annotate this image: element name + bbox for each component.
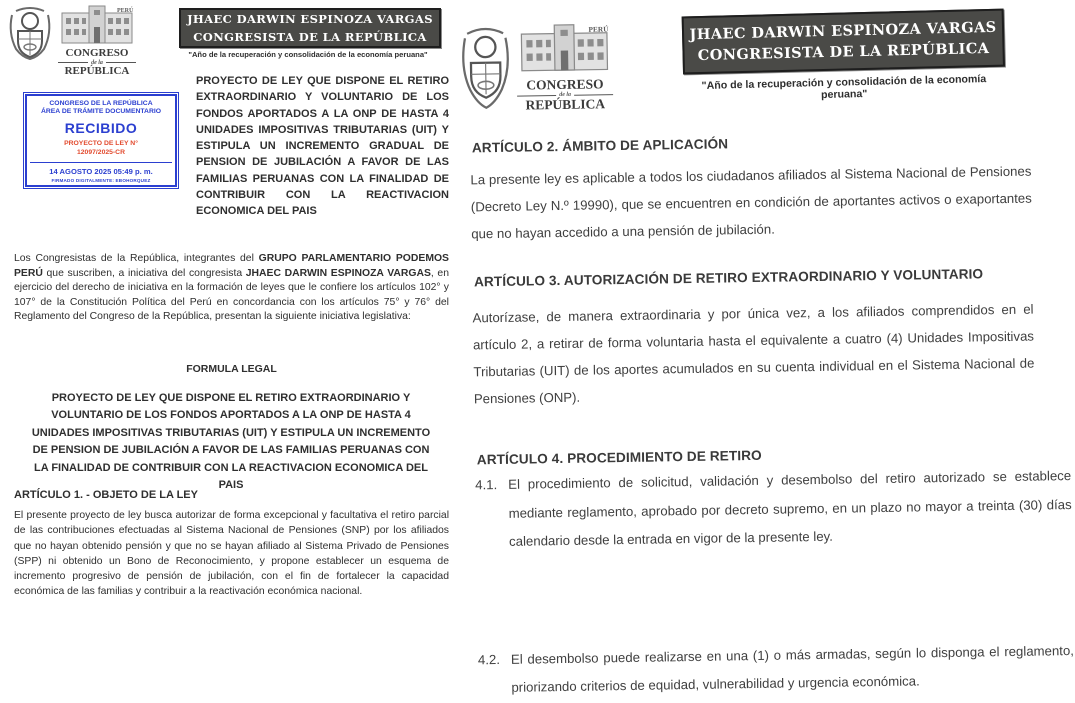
formula-legal-title: PROYECTO DE LEY QUE DISPONE EL RETIRO EXTRAORDINARIO Y VOLUNTARIO DE LOS FONDOS APORTADOS A LA ONP DE HASTA 4 UNIDADES IMPOSITIVAS TRIBUTARIAS (UIT) Y ESTIPULA UN INCREMENTO DE PENSION DE JUBILACIÓN A FAVOR DE LAS FAMILIAS PERUANAS CON LA FINALIDAD DE CONTRIBUIR CON LA REACTIVACION ECONOMICA DEL PAIS <box>30 390 432 494</box>
logo-text-republica: REPÚBLICA <box>517 98 613 114</box>
logo-text-republica: REPÚBLICA <box>58 66 136 78</box>
articulo3-body: Autorízase, de manera extraordinaria y por única vez, a los afiliados comprendidos en el artículo 2, a retirar de forma voluntaria hasta el equivalente a cuatro (4) Unidades Impositivas Tributarias (UIT) de los aportes acumulados en su cuenta individual en el Sistema Nacional de Pensiones (ONP). <box>472 296 1035 413</box>
year-slogan: "Año de la recuperación y consolidación de la economía peruana" <box>683 73 1005 105</box>
congress-logo-right <box>458 20 613 115</box>
congressman-banner <box>179 8 441 48</box>
banner-name: JHAEC DARWIN ESPINOZA VARGAS <box>181 12 439 26</box>
formula-legal-heading: FORMULA LEGAL <box>14 363 449 375</box>
intro-paragraph: Los Congresistas de la República, integrantes del GRUPO PARLAMENTARIO PODEMOS PERÚ que suscriben, a iniciativa del congresista JHAEC DARWIN ESPINOZA VARGAS, en ejercicio del derecho de iniciativa en la formación de leyes que le confiere los artículos 102° y 107° de la Constitución Política del Perú en concordancia con los artículos 75° y 76° del Reglamento del Congreso de la República, presentan la siguiente iniciativa legislativa: <box>14 252 449 325</box>
bill-title-indented: PROYECTO DE LEY QUE DISPONE EL RETIRO EXTRAORDINARIO Y VOLUNTARIO DE LOS FONDOS APORTADOS A LA ONP DE HASTA 4 UNIDADES IMPOSITIVAS TRIBUTARIAS (UIT) Y ESTIPULA UN INCREMENTO GRADUAL DE PENSION DE JUBILACIÓN A FAVOR DE LAS FAMILIAS PERUANAS CON LA FINALIDAD DE CONTRIBUIR CON LA REACTIVACION ECONOMICA DEL PAIS <box>196 73 449 220</box>
articulo3-heading: ARTÍCULO 3. AUTORIZACIÓN DE RETIRO EXTRAORDINARIO Y VOLUNTARIO <box>474 265 1044 289</box>
articulo4-heading: ARTÍCULO 4. PROCEDIMIENTO DE RETIRO <box>477 444 1037 468</box>
svg-text:PERÚ: PERÚ <box>117 6 134 14</box>
received-stamp <box>25 94 177 187</box>
congress-logo-left <box>6 5 136 77</box>
articulo1-body: El presente proyecto de ley busca autorizar de forma excepcional y facultativa el retiro parcial de las contribuciones efectuadas al Sistema Nacional de Pensiones (SNP) por los afiliados que no hayan obtenido pensión y que no se hayan afiliado al Sistema Privado de Pensiones (SPP) ni obtenido un Bono de Reconocimiento, y propone establecer un esquema de incremento progresivo de pensión de jubilación, con el fin de fortalecer la capacidad económica de las familias y contribuir a la reactivación económica nacional. <box>14 508 449 600</box>
item-number: 4.2. <box>478 645 500 674</box>
articulo2-body: La presente ley es aplicable a todos los ciudadanos afiliados al Sistema Nacional de Pensiones (Decreto Ley N.º 19990), que se encuentren en condición de aportantes activos o exaportantes que no hayan accedido a una pensión de jubilación. <box>470 158 1032 248</box>
coat-of-arms-icon <box>458 22 513 116</box>
right-page <box>458 0 1045 617</box>
banner-title: CONGRESISTA DE LA REPÚBLICA <box>181 30 439 44</box>
congress-building-icon <box>61 5 133 48</box>
year-slogan: "Año de la recuperación y consolidación de la economía peruana" <box>179 50 437 59</box>
coat-of-arms-icon <box>6 5 54 66</box>
stamp-project-number: 12097/2025-CR <box>30 149 172 158</box>
svg-text:PERÚ: PERÚ <box>588 24 609 34</box>
logo-text-congreso: CONGRESO <box>517 77 613 93</box>
articulo4-item-2 <box>478 636 1075 702</box>
stamp-signed: FIRMADO DIGITALMENTE: EBOHORQUEZ <box>30 178 172 183</box>
stamp-received: RECIBIDO <box>30 120 172 136</box>
articulo1-heading: ARTÍCULO 1. - OBJETO DE LA LEY <box>14 489 449 501</box>
item-text: El procedimiento de solicitud, validación y desembolso del retiro autorizado se establece mediante reglamento, aprobado por decreto supremo, en un plazo no mayor a treinta (30) días calendario desde la entrada en vigor de la presente ley. <box>508 468 1072 549</box>
banner-title: CONGRESISTA DE LA REPÚBLICA <box>684 40 1002 65</box>
item-number: 4.1. <box>475 471 497 500</box>
banner-name: JHAEC DARWIN ESPINOZA VARGAS <box>684 19 1002 44</box>
logo-text-dela: de la <box>91 60 103 66</box>
stamp-datetime: 14 AGOSTO 2025 05:49 p. m. <box>30 162 172 176</box>
logo-text-congreso: CONGRESO <box>58 48 136 60</box>
articulo2-heading: ARTÍCULO 2. ÁMBITO DE APLICACIÓN <box>472 132 1032 156</box>
left-page <box>0 0 456 617</box>
articulo4-item-1 <box>475 462 1072 557</box>
logo-text-dela: de la <box>559 92 571 98</box>
item-text: El desembolso puede realizarse en una (1) o más armadas, según lo disponga el reglamento, priorizando criterios de equidad, vulnerabilidad y urgencia económica. <box>511 642 1074 694</box>
stamp-project-label: PROYECTO DE LEY N° <box>30 140 172 149</box>
stamp-line2: ÁREA DE TRÁMITE DOCUMENTARIO <box>30 108 172 116</box>
congressman-banner <box>682 9 1005 75</box>
congress-building-icon <box>520 20 609 78</box>
stamp-line1: CONGRESO DE LA REPÚBLICA <box>30 100 172 108</box>
